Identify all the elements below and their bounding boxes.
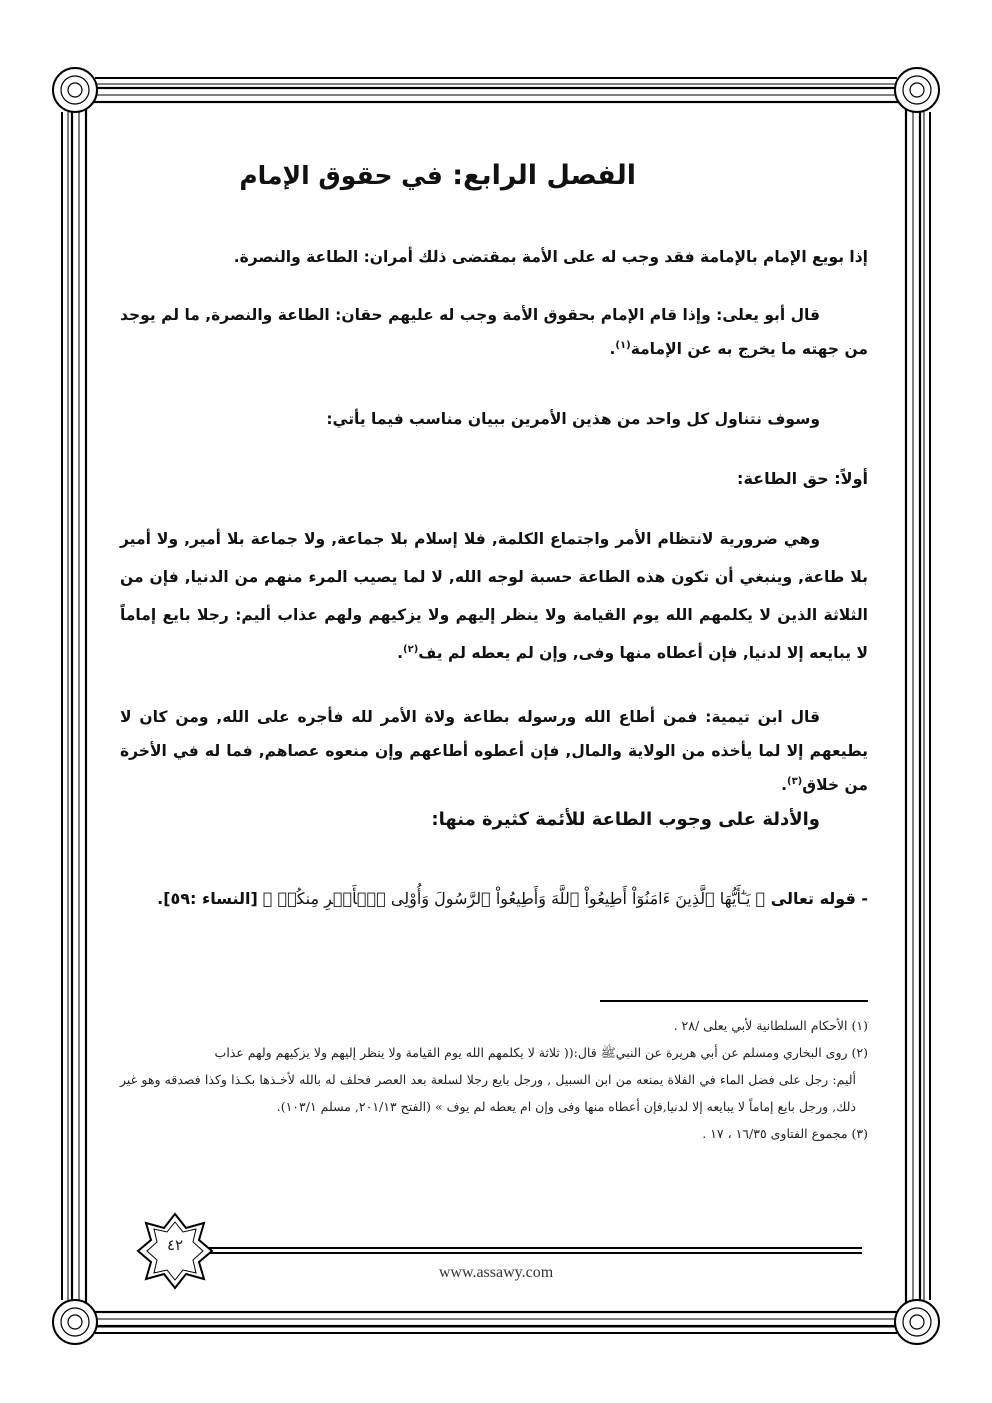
footnote-2-continuation: أليم: رجل على فضل الماء في الفلاة يمنعه من ابن السبيل , ورجل بايع رجلا لسلعة بعد العصر فحلف له بالله لأخـذها بكـذا وكذا فصدقه وهو غير ذلك, ورجل بايع إماماً لا يبايعه إلا لدنيا,فإن أعطاه منها وفى وإن ام يعطه لم يوف » (الفتح ٢٠١/١٣, مسلم ١٠٣/١).: [120, 1072, 856, 1114]
ibn-taymiyyah-text: قال ابن تيمية: فمن أطاع الله ورسوله بطاعة ولاة الأمر لله فأجره على الله, ومن كان لا يطيعهم إلا لما يأخذه من الولاية والمال, فإن أعطوه أطاعهم وإن منعوه عصاهم, فما له في الأخرة من خلاق: [120, 708, 868, 794]
ibn-taymiyyah-paragraph: قال ابن تيمية: فمن أطاع الله ورسوله بطاعة ولاة الأمر لله فأجره على الله, ومن كان لا يطيعهم إلا لما يأخذه من الولاية والمال, فإن أعطوه أطاعهم وإن منعوه عصاهم, فما له في الأخرة من خلاق$^{(٣)}$.: [120, 708, 868, 794]
footnotes: [120, 1012, 868, 1147]
quran-verse-line: [120, 882, 868, 916]
obedience-text: وهي ضرورية لانتظام الأمر واجتماع الكلمة, فلا إسلام بلا جماعة, ولا جماعة بلا أمير, ولا أمير بلا طاعة, وينبغي أن تكون هذه الطاعة حسبة لوجه الله, لا لما يصيب المرء منهم من الدنيا, فإن من الثلاثة الذين لا يكلمهم الله يوم القيامة ولا ينظر إليهم ولا يزكيهم ولهم عذاب أليم: رجلا بايع إماماً لا يبايعه إلا لدنيا, فإن أعطاه منها وفى, وإن لم يعطه لم يف: [120, 530, 868, 662]
footnote-3: (٣) مجموع الفتاوى ١٦/٣٥ ، ١٧ .: [702, 1126, 868, 1141]
website-url[interactable]: www.assawy.com: [438, 1264, 554, 1281]
verse-reference: [النساء :٥٩].: [157, 889, 258, 908]
footnote-ref-3[interactable]: (٣): [786, 775, 803, 787]
footnote-ref-1[interactable]: (١): [615, 339, 631, 351]
chapter-title-rest: في حقوق الإمام: [239, 161, 443, 190]
footer-double-rule: [208, 1247, 862, 1255]
footnote-divider: [600, 1000, 868, 1002]
footnote-2-first-line: (٢) روى البخاري ومسلم عن أبي هريرة عن النبيﷺ قال:(( ثلاثة لا يكلمهم الله يوم القيامة ولا ينظر إليهم ولا يزكيهم ولهم عذاب: [214, 1045, 868, 1060]
abu-yala-paragraph: قال أبو يعلى: وإذا قام الإمام بحقوق الأمة وجب له عليهم حقان: الطاعة والنصرة, ما لم يوجد من جهته ما يخرج به عن الإمامة$^{(١)}$.: [120, 306, 868, 358]
proofs-heading: والأدلة على وجوب الطاعة للأئمة كثيرة منها:: [431, 809, 820, 830]
page-number: ٤٢: [166, 1236, 184, 1254]
intro-paragraph: [120, 240, 868, 274]
section-heading-obedience: أولاً: حق الطاعة:: [737, 469, 868, 488]
verse-label: - قوله تعالى: [765, 889, 868, 908]
overview-paragraph: [120, 402, 868, 436]
chapter-title-lead: الفصل الرابع:: [442, 160, 636, 191]
abu-yala-text: قال أبو يعلى: وإذا قام الإمام بحقوق الأمة وجب له عليهم حقان: الطاعة والنصرة, ما لم يوجد من جهته ما يخرج به عن الإمامة: [120, 306, 868, 358]
verse-text: ﴿ يَـٰٓأَيُّهَا ٱلَّذِينَ ءَامَنُوٓاْ أَطِيعُواْ ٱللَّهَ وَأَطِيعُواْ ٱلرَّسُولَ وَأُوْلِى ٱلۡأَمۡرِ مِنكُمۡ ﴾: [262, 889, 766, 908]
page-content: [120, 140, 868, 1290]
chapter-title: [239, 160, 636, 191]
footnote-1: (١) الأحكام السلطانية لأبي يعلى /٢٨ .: [673, 1018, 868, 1033]
overview-text: وسوف نتناول كل واحد من هذين الأمرين ببيان مناسب فيما يأتي:: [326, 410, 820, 428]
footnote-2: [120, 1039, 868, 1120]
intro-text: إذا بويع الإمام بالإمامة فقد وجب له على الأمة بمقتضى ذلك أمران: الطاعة والنصرة.: [233, 248, 868, 266]
obedience-paragraph: وهي ضرورية لانتظام الأمر واجتماع الكلمة, فلا إسلام بلا جماعة, ولا جماعة بلا أمير, ولا أمير بلا طاعة, وينبغي أن تكون هذه الطاعة حسبة لوجه الله, لا لما يصيب المرء منهم من الدنيا, فإن من الثلاثة الذين لا يكلمهم الله يوم القيامة ولا ينظر إليهم ولا يزكيهم ولهم عذاب أليم: رجلا بايع إماماً لا يبايعه إلا لدنيا, فإن أعطاه منها وفى, وإن لم يعطه لم يف$^{(٢)}$.: [120, 530, 868, 662]
footnote-ref-2[interactable]: (٢): [403, 643, 419, 655]
